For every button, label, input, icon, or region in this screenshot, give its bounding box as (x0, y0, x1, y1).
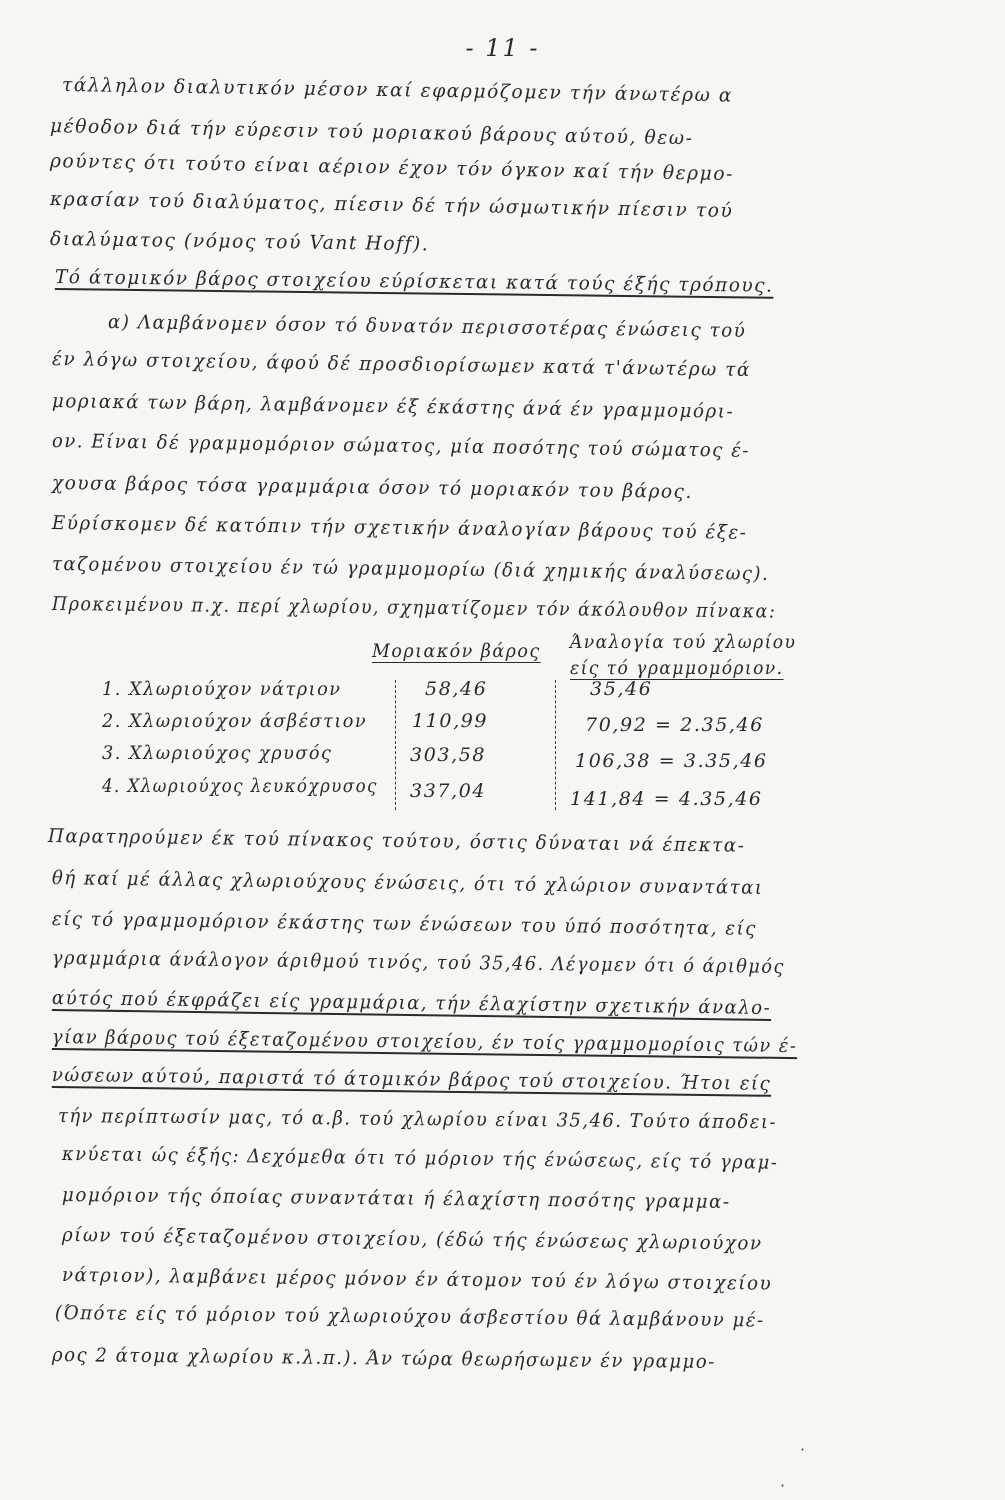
scan-speck: · (800, 1440, 807, 1459)
text-line: ρίων τού έξεταζομένου στοιχείου, (έδώ τής ένώσεως χλωριούχον (61, 1224, 763, 1255)
text-line: Προκειμένου π.χ. περί χλωρίου, σχηματίζομεν τόν άκόλουθον πίνακα: (51, 593, 777, 623)
section-heading: Τό άτομικόν βάρος στοιχείου εύρίσκεται κατά τούς έξής τρόπους. (54, 266, 774, 297)
text-line: ταζομένου στοιχείου έν τώ γραμμομορίω (διά χημικής άναλύσεως). (51, 553, 770, 586)
text-line: χουσα βάρος τόσα γραμμάρια όσον τό μοριακόν του βάρος. (51, 472, 694, 503)
text-line: μέθοδον διά τήν εύρεσιν τού μοριακού βάρους αύτού, θεω- (49, 115, 694, 150)
text-line: ρούντες ότι τούτο είναι αέριον έχον τόν όγκον καί τήν θερμο- (49, 150, 735, 186)
page-number: - 11 - (465, 34, 540, 62)
table-row-name: 1. Χλωριούχον νάτριον (102, 678, 342, 700)
text-line: τήν περίπτωσίν μας, τό α.β. τού χλωρίου είναι 35,46. Τούτο άποδει- (57, 1105, 778, 1134)
text-line: ρος 2 άτομα χλωρίου κ.λ.π.). Άν τώρα θεωρήσωμεν έν γραμμο- (51, 1344, 716, 1373)
column-header-chlorine-ratio-2: είς τό γραμμομόριον. (570, 657, 784, 679)
text-line: κρασίαν τού διαλύματος, πίεσιν δέ τήν ώσμωτικήν πίεσιν τού (49, 188, 734, 222)
table-row-name: 2. Χλωριούχον άσβέστιον (102, 710, 368, 732)
column-header-chlorine-ratio: Άναλογία τού χλωρίου (570, 631, 797, 653)
text-line: γραμμάρια άνάλογον άριθμού τινός, τού 35,46. Λέγομεν ότι ό άριθμός (51, 947, 785, 978)
text-line: διαλύματος (νόμος τού Vant Hoff). (49, 228, 430, 256)
text-line-underlined: νώσεων αύτού, παριστά τό άτομικόν βάρος τού στοιχείου. Ήτοι είς (51, 1064, 772, 1095)
text-line-underlined: αύτός πού έκφράζει είς γραμμάρια, τήν έλαχίστην σχετικήν άναλο- (51, 987, 772, 1020)
text-line: θή καί μέ άλλας χλωριούχους ένώσεις, ότι τό χλώριον συναντάται (51, 867, 764, 899)
text-line: έν λόγω στοιχείου, άφού δέ προσδιορίσωμεν κατά τ'άνωτέρω τά (51, 348, 752, 381)
table-row-name: 4. Χλωριούχος λευκόχρυσος (102, 775, 378, 797)
table-row-ratio: 70,92 = 2.35,46 (585, 714, 764, 736)
table-row-mw: 110,99 (412, 710, 489, 732)
text-line: κνύεται ώς έξής: Δεχόμεθα ότι τό μόριον τής ένώσεως, είς τό γραμ- (61, 1143, 779, 1174)
table-row-ratio: 106,38 = 3.35,46 (575, 750, 768, 772)
text-line-underlined: γίαν βάρους τού έξεταζομένου στοιχείου, έν τοίς γραμμομορίοις τών έ- (51, 1026, 798, 1058)
column-divider (555, 680, 556, 810)
text-line: (Όπότε είς τό μόριον τού χλωριούχου άσβεστίου θά λαμβάνουν μέ- (54, 1302, 765, 1332)
column-divider (395, 680, 396, 810)
table-row-mw: 303,58 (410, 744, 487, 766)
column-header-molecular-weight: Μοριακόν βάρος (372, 640, 541, 662)
text-line: α) Λαμβάνομεν όσον τό δυνατόν περισσοτέρας ένώσεις τού (107, 311, 747, 342)
table-row-ratio: 141,84 = 4.35,46 (570, 788, 763, 810)
text-line: μομόριον τής όποίας συναντάται ή έλαχίστη ποσότης γραμμα- (61, 1184, 731, 1214)
text-line: ον. Είναι δέ γραμμομόριον σώματος, μία ποσότης τού σώματος έ- (51, 430, 751, 462)
text-line: Παρατηρούμεν έκ τού πίνακος τούτου, όστις δύναται νά έπεκτα- (47, 825, 746, 857)
table-row-name: 3. Χλωριούχος χρυσός (102, 742, 333, 764)
table-row-mw: 337,04 (410, 780, 487, 802)
text-line: νάτριον), λαμβάνει μέρος μόνον έν άτομον τού έν λόγω στοιχείου (61, 1264, 773, 1295)
text-line: είς τό γραμμομόριον έκάστης των ένώσεων του ύπό ποσότητα, είς (51, 908, 757, 940)
scan-speck: · (780, 1476, 787, 1495)
text-line: Εύρίσκομεν δέ κατόπιν τήν σχετικήν άναλογίαν βάρους τού έξε- (51, 512, 748, 544)
text-line: μοριακά των βάρη, λαμβάνομεν έξ έκάστης άνά έν γραμμομόρι- (51, 390, 735, 423)
table-row-ratio: 35,46 (590, 678, 653, 700)
text-line: τάλληλον διαλυτικόν μέσον καί εφαρμόζομεν τήν άνωτέρω α (61, 74, 734, 107)
table-row-mw: 58,46 (425, 678, 488, 700)
